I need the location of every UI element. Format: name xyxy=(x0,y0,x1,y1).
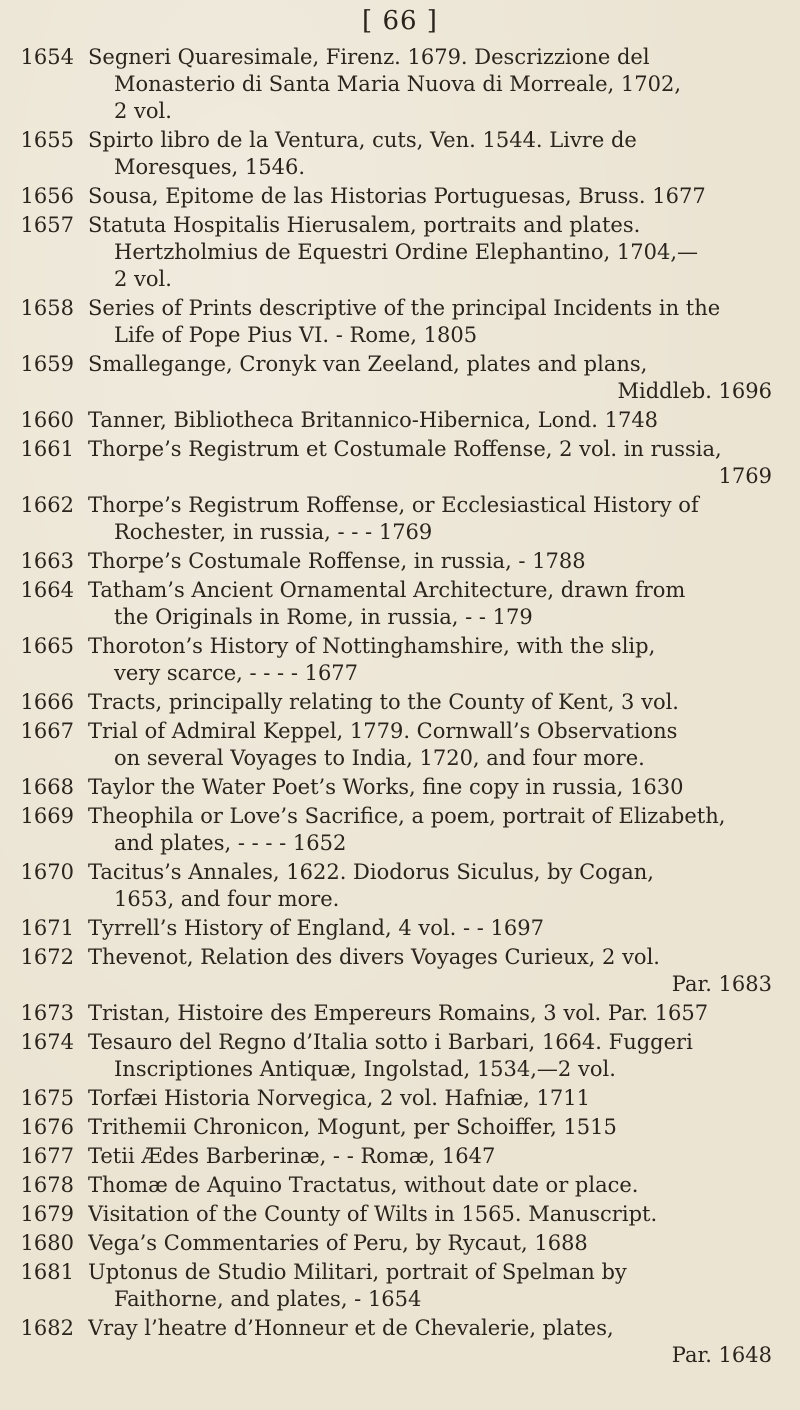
entry-description xyxy=(88,1201,778,1228)
entry-line: the Originals in Rome, in russia, - - 179 xyxy=(114,605,533,629)
lot-number: 1674 xyxy=(20,1030,74,1054)
entry-description xyxy=(88,803,778,857)
entry-description xyxy=(88,407,778,434)
lot-number: 1660 xyxy=(20,408,74,432)
entry-description xyxy=(88,548,778,575)
entry-line: Tatham’s Ancient Ornamental Architecture, drawn from xyxy=(88,578,686,602)
catalogue-entry xyxy=(0,718,800,772)
entry-line: Par. 1683 xyxy=(671,972,772,996)
catalogue-entry xyxy=(0,1029,800,1083)
entry-line: Thorpe’s Registrum et Costumale Roffense, 2 vol. in russia, xyxy=(88,437,722,461)
entry-line: on several Voyages to India, 1720, and four more. xyxy=(114,746,645,770)
lot-number: 1676 xyxy=(20,1115,74,1139)
entry-line: Middleb. 1696 xyxy=(617,379,772,403)
lot-number: 1663 xyxy=(20,549,74,573)
entry-line: Statuta Hospitalis Hierusalem, portraits and plates. xyxy=(88,213,641,237)
catalogue-entry xyxy=(0,351,800,405)
lot-number: 1672 xyxy=(20,945,74,969)
lot-number: 1657 xyxy=(20,213,74,237)
entry-line: Series of Prints descriptive of the principal Incidents in the xyxy=(88,296,721,320)
entry-line: very scarce, - - - - 1677 xyxy=(114,661,359,685)
entry-line: Hertzholmius de Equestri Ordine Elephantino, 1704,— xyxy=(114,240,699,264)
entry-description xyxy=(88,1172,778,1199)
lot-number: 1661 xyxy=(20,437,74,461)
entry-line: Trithemii Chronicon, Mogunt, per Schoiffer, 1515 xyxy=(88,1115,617,1139)
entry-line: Uptonus de Studio Militari, portrait of Spelman by xyxy=(88,1260,627,1284)
entry-description xyxy=(88,1085,778,1112)
lot-number: 1681 xyxy=(20,1260,74,1284)
catalogue-entry xyxy=(0,1259,800,1313)
lot-number: 1678 xyxy=(20,1173,74,1197)
catalogue-entry xyxy=(0,407,800,434)
entry-line: Vray l’heatre d’Honneur et de Chevalerie, plates, xyxy=(88,1316,614,1340)
lot-number: 1673 xyxy=(20,1001,74,1025)
lot-number: 1656 xyxy=(20,184,74,208)
entry-line: Monasterio di Santa Maria Nuova di Morreale, 1702, xyxy=(114,72,681,96)
lot-number: 1669 xyxy=(20,804,74,828)
lot-number: 1677 xyxy=(20,1144,74,1168)
lot-number: 1667 xyxy=(20,719,74,743)
catalogue-entry xyxy=(0,633,800,687)
catalogue-entry xyxy=(0,1315,800,1369)
entry-line: Thoroton’s History of Nottinghamshire, with the slip, xyxy=(88,634,656,658)
catalogue-entry xyxy=(0,436,800,490)
entry-description xyxy=(88,351,778,405)
lot-number: 1680 xyxy=(20,1231,74,1255)
catalogue-entry xyxy=(0,295,800,349)
catalogue-entry xyxy=(0,915,800,942)
lot-number: 1655 xyxy=(20,128,74,152)
lot-number: 1665 xyxy=(20,634,74,658)
catalogue-entry xyxy=(0,44,800,125)
entry-line: Thomæ de Aquino Tractatus, without date or place. xyxy=(88,1173,639,1197)
catalogue-entries xyxy=(0,44,800,1371)
entry-line: Thorpe’s Registrum Roffense, or Ecclesiastical History of xyxy=(88,493,699,517)
entry-line: Theophila or Love’s Sacrifice, a poem, portrait of Elizabeth, xyxy=(88,804,726,828)
entry-line: Thorpe’s Costumale Roffense, in russia, - 1788 xyxy=(88,549,586,573)
entry-description xyxy=(88,718,778,772)
entry-line: Rochester, in russia, - - - 1769 xyxy=(114,520,433,544)
entry-line: Faithorne, and plates, - 1654 xyxy=(114,1287,422,1311)
catalogue-entry xyxy=(0,548,800,575)
catalogue-entry xyxy=(0,774,800,801)
catalogue-entry xyxy=(0,1085,800,1112)
entry-description xyxy=(88,915,778,942)
entry-line: Spirto libro de la Ventura, cuts, Ven. 1544. Livre de xyxy=(88,128,637,152)
entry-line: Moresques, 1546. xyxy=(114,155,306,179)
catalogue-entry xyxy=(0,689,800,716)
entry-line: Life of Pope Pius VI. - Rome, 1805 xyxy=(114,323,478,347)
catalogue-entry xyxy=(0,492,800,546)
entry-description xyxy=(88,1114,778,1141)
catalogue-entry xyxy=(0,944,800,998)
entry-description xyxy=(88,859,778,913)
entry-description xyxy=(88,436,778,490)
catalogue-entry xyxy=(0,127,800,181)
entry-description xyxy=(88,295,778,349)
entry-line: Par. 1648 xyxy=(671,1343,772,1367)
catalogue-entry xyxy=(0,1114,800,1141)
catalogue-entry xyxy=(0,1143,800,1170)
entry-description xyxy=(88,212,778,293)
entry-line: Torfæi Historia Norvegica, 2 vol. Hafniæ, 1711 xyxy=(88,1086,590,1110)
entry-description xyxy=(88,774,778,801)
lot-number: 1675 xyxy=(20,1086,74,1110)
entry-line: Tyrrell’s History of England, 4 vol. - - 1697 xyxy=(88,916,544,940)
entry-line: 1653, and four more. xyxy=(114,887,340,911)
entry-line: Tesauro del Regno d’Italia sotto i Barbari, 1664. Fuggeri xyxy=(88,1030,693,1054)
lot-number: 1670 xyxy=(20,860,74,884)
entry-description xyxy=(88,1143,778,1170)
entry-description xyxy=(88,1000,778,1027)
entry-line: Sousa, Epitome de las Historias Portuguesas, Bruss. 1677 xyxy=(88,184,706,208)
entry-description xyxy=(88,1259,778,1313)
entry-line: Tetii Ædes Barberinæ, - - Romæ, 1647 xyxy=(88,1144,496,1168)
lot-number: 1679 xyxy=(20,1202,74,1226)
entry-line: and plates, - - - - 1652 xyxy=(114,831,347,855)
entry-description xyxy=(88,44,778,125)
lot-number: 1666 xyxy=(20,690,74,714)
lot-number: 1668 xyxy=(20,775,74,799)
entry-line: Segneri Quaresimale, Firenz. 1679. Descrizzione del xyxy=(88,45,650,69)
entry-description xyxy=(88,127,778,181)
lot-number: 1654 xyxy=(20,45,74,69)
entry-description xyxy=(88,1230,778,1257)
page-number: [ 66 ] xyxy=(362,6,438,36)
lot-number: 1664 xyxy=(20,578,74,602)
entry-description xyxy=(88,689,778,716)
entry-description xyxy=(88,944,778,998)
lot-number: 1671 xyxy=(20,916,74,940)
entry-description xyxy=(88,492,778,546)
entry-line: Visitation of the County of Wilts in 1565. Manuscript. xyxy=(88,1202,658,1226)
entry-line: Vega’s Commentaries of Peru, by Rycaut, 1688 xyxy=(88,1231,588,1255)
lot-number: 1682 xyxy=(20,1316,74,1340)
entry-line: Thevenot, Relation des divers Voyages Curieux, 2 vol. xyxy=(88,945,660,969)
catalogue-entry xyxy=(0,1172,800,1199)
entry-description xyxy=(88,633,778,687)
entry-line: 2 vol. xyxy=(114,267,172,291)
lot-number: 1662 xyxy=(20,493,74,517)
catalogue-entry xyxy=(0,1201,800,1228)
entry-line: Taylor the Water Poet’s Works, fine copy in russia, 1630 xyxy=(88,775,684,799)
entry-description xyxy=(88,1029,778,1083)
entry-description xyxy=(88,1315,778,1369)
entry-line: Tacitus’s Annales, 1622. Diodorus Siculus, by Cogan, xyxy=(88,860,654,884)
catalogue-entry xyxy=(0,1000,800,1027)
lot-number: 1659 xyxy=(20,352,74,376)
catalogue-entry xyxy=(0,1230,800,1257)
entry-description xyxy=(88,577,778,631)
entry-line: Tracts, principally relating to the County of Kent, 3 vol. xyxy=(88,690,679,714)
entry-line: Trial of Admiral Keppel, 1779. Cornwall’s Observations xyxy=(88,719,678,743)
entry-line: Inscriptiones Antiquæ, Ingolstad, 1534,—2 vol. xyxy=(114,1057,616,1081)
catalogue-entry xyxy=(0,859,800,913)
catalogue-entry xyxy=(0,212,800,293)
entry-description xyxy=(88,183,778,210)
entry-line: Tristan, Histoire des Empereurs Romains, 3 vol. Par. 1657 xyxy=(88,1001,709,1025)
catalogue-entry xyxy=(0,803,800,857)
catalogue-entry xyxy=(0,183,800,210)
entry-line: 1769 xyxy=(718,464,772,488)
entry-line: 2 vol. xyxy=(114,99,172,123)
entry-line: Smallegange, Cronyk van Zeeland, plates and plans, xyxy=(88,352,648,376)
entry-line: Tanner, Bibliotheca Britannico-Hibernica, Lond. 1748 xyxy=(88,408,659,432)
lot-number: 1658 xyxy=(20,296,74,320)
catalogue-entry xyxy=(0,577,800,631)
